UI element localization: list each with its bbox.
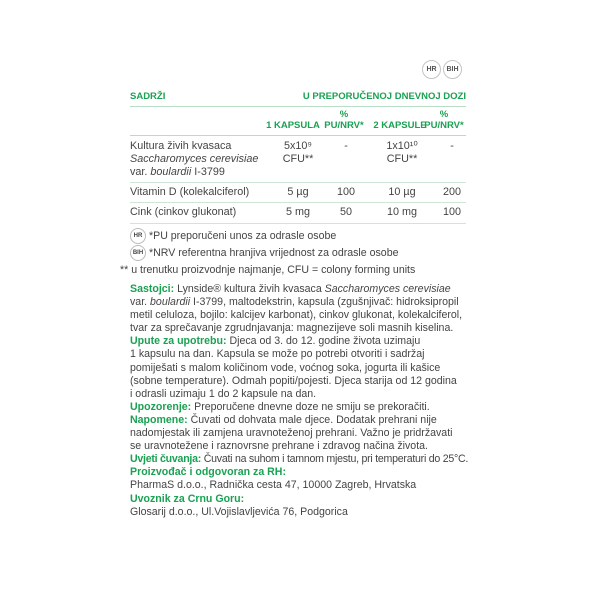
- upute-line: pomiješati s malom količinom vode, voćnog soka, jogurta ili kašice: [130, 361, 441, 374]
- table-per-dose-label: U PREPORUČENOJ DNEVNOJ DOZI: [302, 91, 466, 102]
- text-fragment: I-3799, maltodekstrin, kapsula (zgušnjivač: hidroksipropil: [190, 296, 459, 309]
- pct-label: PU/NRV*: [324, 120, 364, 131]
- column-header-pct-2: [420, 109, 468, 131]
- sastojci-label: Sastojci:: [130, 283, 175, 295]
- napomene-line: [130, 414, 490, 427]
- upute-label: Upute za upotrebu:: [130, 335, 227, 348]
- upute-line: [130, 335, 490, 348]
- uvoznik-address: Glosarij d.o.o., Ul.Vojislavljevića 76, Podgorica: [130, 505, 348, 518]
- text-fragment: Preporučene dnevne doze ne smiju se prekoračiti.: [191, 400, 430, 413]
- napomene-label: Napomene:: [130, 413, 188, 426]
- value-line: 1x10¹⁰: [386, 140, 418, 152]
- pct-symbol: %: [339, 109, 349, 120]
- value-line: CFU**: [282, 153, 314, 165]
- upute-line: 1 kapsulu na dan. Kapsula se može po potrebi otvoriti i sadržaj: [130, 348, 425, 361]
- upute-line: (sobne temperature). Odmah popiti/pojesti. Djeca starija od 12 godina: [130, 374, 457, 387]
- pct-label: PU/NRV*: [424, 120, 464, 131]
- text-fragment: Čuvati od dohvata male djece. Dodatak prehrani nije: [187, 413, 437, 426]
- proizvodjac-address: PharmaS d.o.o., Radnička cesta 47, 10000 Zagreb, Hrvatska: [130, 479, 417, 492]
- text-fragment: Saccharomyces cerevisiae: [324, 283, 451, 295]
- pct-1-capsule: -: [344, 140, 348, 152]
- text-fragment: Djeca od 3. do 12. godine života uzimaju: [226, 335, 421, 348]
- value-1-capsule: 5 mg: [285, 206, 310, 218]
- value-line: 5x10⁹: [283, 140, 313, 152]
- uvjeti-label: Uvjeti čuvanja:: [130, 453, 202, 466]
- value-1-capsule: 5 µg: [287, 186, 309, 198]
- footnotes: [120, 228, 415, 279]
- proizvodjac-label: Proizvođač i odgovoran za RH:: [130, 466, 286, 479]
- text-fragment: I-3799: [191, 166, 225, 178]
- table-row: [130, 203, 466, 224]
- bih-mini-badge: BIH: [130, 245, 146, 261]
- text-fragment: Čuvati na suhom i tamnom mjestu, pri temperaturi do 25°C.: [201, 453, 469, 466]
- value-line: CFU**: [386, 153, 418, 165]
- upozorenje-line: [130, 401, 490, 414]
- pct-2-capsules: 200: [442, 186, 461, 198]
- sastojci-line: metil celuloza, bojilo: kalcijev karbonat), cinkov glukonat, kolekalciferol,: [130, 309, 463, 322]
- value-1-capsule: [268, 140, 328, 166]
- ingredient-name-line: [130, 166, 258, 179]
- value-2-capsules: 10 µg: [388, 186, 416, 198]
- column-header-pct-1: [320, 109, 368, 131]
- label-body-text: [130, 283, 490, 519]
- nutrition-table: [130, 88, 466, 224]
- footnote-nrv: [120, 245, 415, 262]
- ingredient-name: Vitamin D (kolekalciferol): [130, 186, 250, 198]
- uvoznik-label: Uvoznik za Crnu Goru:: [130, 492, 245, 505]
- text-fragment: boulardii: [150, 296, 191, 309]
- hr-badge: HR: [422, 60, 441, 79]
- sastojci-line: [130, 283, 490, 296]
- napomene-line: nadomjestak ili zamjena uravnoteženoj prehrani. Važno je pridržavati: [130, 427, 453, 440]
- value-2-capsules: [372, 140, 432, 166]
- country-badges: [422, 60, 462, 79]
- column-header-2-capsules: 2 KAPSULE: [373, 120, 427, 131]
- footnote-text: *PU preporučeni unos za odrasle osobe: [149, 230, 337, 242]
- upozorenje-label: Upozorenje:: [130, 400, 192, 413]
- table-row: [130, 183, 466, 203]
- ingredient-name: Cink (cinkov glukonat): [130, 206, 237, 218]
- uvjeti-line: [130, 453, 490, 466]
- text-fragment: var.: [130, 296, 151, 309]
- pct-symbol: %: [439, 109, 449, 120]
- ingredient-name-line: Kultura živih kvasaca: [130, 140, 232, 152]
- bih-badge: BIH: [443, 60, 462, 79]
- pct-1-capsule: 100: [336, 186, 355, 198]
- ingredient-name: [130, 140, 258, 179]
- column-header-1-capsule: 1 KAPSULA: [266, 120, 320, 131]
- pct-2-capsules: 100: [442, 206, 461, 218]
- pct-1-capsule: 50: [339, 206, 352, 218]
- text-fragment: var.: [130, 166, 151, 178]
- footnote-pu: [120, 228, 415, 245]
- sastojci-line: [130, 296, 490, 309]
- table-title: SADRŽI: [130, 91, 166, 102]
- ingredient-name-line: Saccharomyces cerevisiae: [130, 153, 259, 165]
- text-fragment: boulardii: [150, 166, 192, 178]
- footnote-cfu: ** u trenutku proizvodnje najmanje, CFU = colony forming units: [120, 264, 416, 276]
- column-header-row: [130, 107, 466, 136]
- table-row: [130, 136, 466, 183]
- value-2-capsules: 10 mg: [386, 206, 417, 218]
- hr-mini-badge: HR: [130, 228, 146, 244]
- footnote-text: *NRV referentna hranjiva vrijednost za odrasle osobe: [149, 247, 399, 259]
- sastojci-line: tvar za sprečavanje zgrudnjavanja: magnezijeve soli masnih kiselina.: [130, 322, 454, 335]
- text-fragment: Lynside® kultura živih kvasaca: [174, 283, 325, 295]
- pct-2-capsules: -: [450, 140, 454, 152]
- napomene-line: se uravnotežene i raznovrsne prehrane i zdravog načina života.: [130, 440, 428, 453]
- upute-line: i odrasli uzimaju 1 do 2 kapsule na dan.: [130, 387, 317, 400]
- table-header-row: [130, 88, 466, 107]
